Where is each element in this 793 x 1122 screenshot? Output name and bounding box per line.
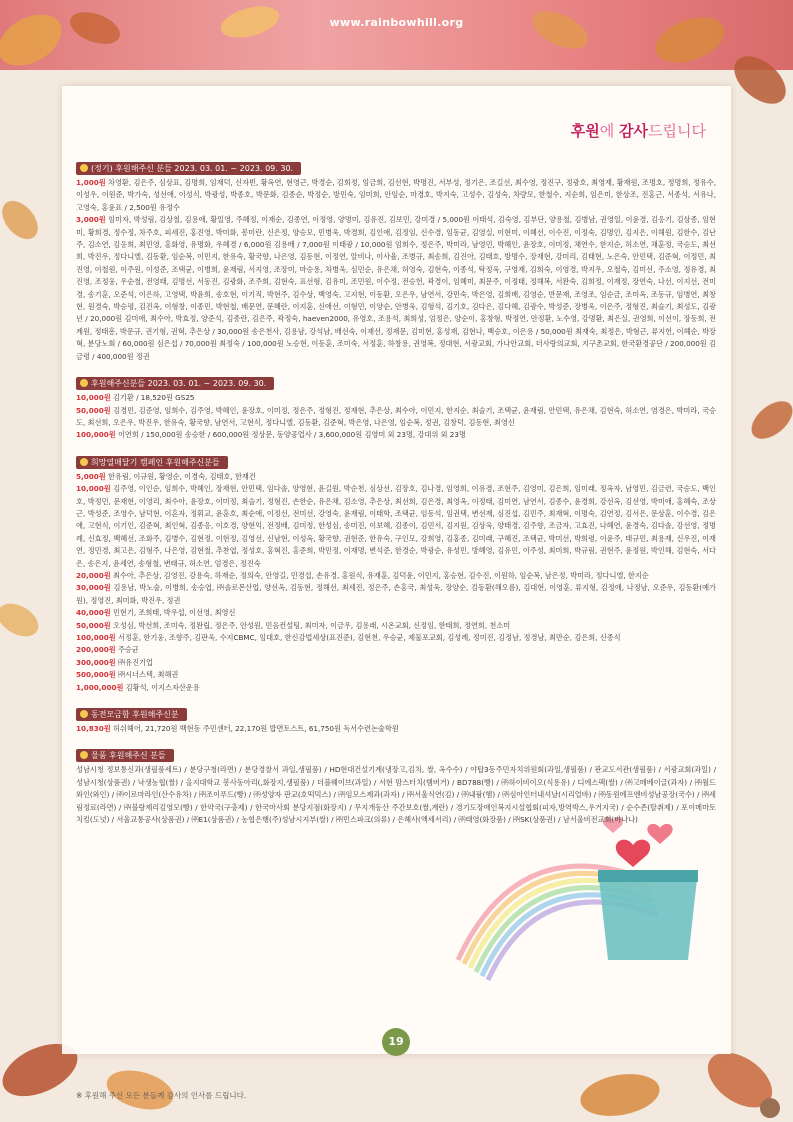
- section-goods-donors: [76, 743, 716, 826]
- donor-group: [76, 392, 716, 404]
- bullet-icon: [80, 751, 88, 759]
- donor-group: [76, 644, 716, 656]
- donor-group: [76, 657, 716, 669]
- donor-names: 김주영, 이인순, 임희수, 박혜인, 장재현, 안민택, 임다솔, 양영현, 윤길원, 박순천, 심상선, 김장호, 김나경, 임영희, 이유경, 조현주, 김영미, 김은희, 임미래, 정옥자, 남영민, 김금련, 국승도, 백인호, 박정민, 문재현, 이영리, 최수아, 윤장호, 이미정, 최슬기, 정형진, 손한순, 유은채, 김소영, 추은상, 최선희, 김은경, 최영옥, 이정태, 김미연, 남연서, 김종수, 윤경희, 강선옥, 김선영, 박미애, 홍혜숙, 조상근, 박성준, 조영수, 남덕현, 이혼자, 정휘교, 윤훈호, 최순애, 이정선, 전미선, 강영숙, 윤재림, 이태학, 조택균, 임동석, 임권택, 변선재, 심진섭, 김민주, 최재혁, 이명숙, 김연정, 김서은, 문상훈, 이수경, 김은애, 고현식, 이기인, 김준혁, 최인혁, 김종응, 이호경, 양현익, 전정배, 김미정, 한성심, 송미진, 이보혜, 김종이, 김민서, 김지원, 김상욱, 양태경, 김주향, 조금자, 고효진, 나혜연, 윤경숙, 김다솔, 강선영, 정명례, 신효정, 백혜선, 조화주, 김병수, 김현정, 이현정, 김영선, 신남현, 이성옥, 황국향, 권현준, 한유숙, 구인모, 강희영, 김홍종, 김미래, 구혜진, 조택균, 박미선, 박희령, 이윤주, 태규민, 최용재, 신우진, 이재연, 정민경, 최고은, 김형주, 나은영, 김현철, 추찬엽, 정성호, 홍혁진, 홍준희, 박민정, 이재명, 변석준, 한경순, 박광순, 유성민, 방혜영, 김유민, 이주성, 최미희, 박규림, 권현주, 윤정원, 박인해, 김현숙, 서다은, 송은지, 윤세연, 송형철, 변태규, 허소연, 엄경은, 정진숙: [76, 484, 716, 568]
- donor-list: [76, 156, 716, 834]
- donor-names: ㈜시너스텍, 최해권: [117, 670, 179, 680]
- amount: 100,000원: [76, 430, 116, 440]
- donor-names: 김기환 / 18,520원 GS25: [112, 393, 195, 403]
- amount: 1,000원: [76, 178, 106, 187]
- bullet-icon: [80, 458, 88, 466]
- section-title: [76, 377, 274, 390]
- donor-names: 서정훈, 한기웅, 조향주, 김판욱, 수지CBMC, 임대호, 한신감법세상(표진준), 김현천, 우승균, 제물포교회, 김성례, 정미진, 김정남, 정경남, 최만순, 김은희, 신종식: [117, 633, 621, 642]
- page-number: 19: [382, 1028, 410, 1056]
- amount: 50,000원: [76, 405, 111, 415]
- donor-names: 성남시청 정보통신과(생필품세트) / 분당구청(라면) / 분당경찰서 과일,생필품) / HD현대건설기계(냉장고,김치, 쌀, 옥수수) / 야탑3동주민자치위원회(과일,생필품) / 판교도서관(생필품) / 서광교회(과일) / 성남시청(상품권) / 낙생농협(쌀) / 을지대학교 봉사동아리(,화장지,생필품) / 더블웨이브(과일) / 서현 맘스터치(햄버거) / BD788(빵) / ㈜하이비이오(식용유) / 디에스팩(쌀) / ㈜고메베이글(과자) / ㈜월드와인(와인) / ㈜이로마라인(산수유차) / ㈜조이푸드(빵) / ㈜성양자 판교(호떡믹스) / ㈜임모스제과(과자) / ㈜서울식연(김) / ㈜내팜(햄) / ㈜심아인터내셔날(시리얼바) / ㈜동원에프앤비성남공장(국수) / ㈜세림정료(라면) / ㈜블랑제리김영모(빵) / 한약국(구충제) / 한국마사회 분당지점(화장지) / 무지개동산 주간보호(쌀,계란) / 경기도장애인복지시설협회(피자,방역박스,우거지국) / 순수존(탈취제) / 포이메마토치킹(도넛) / 서울교통공사(상품권) / ㈜E1(상품권) / 농협은행(주)성남시지부(쌀) / ㈜민스파크(의류) / 은혜사(액세서리) / ㈜태영(화장품) / ㈜SK(상품권) / 남서울비전교회(바나나): [76, 765, 716, 825]
- amount: 1,000,000원: [76, 682, 124, 692]
- amount: 50,000원: [76, 620, 111, 630]
- donor-names: 차영환, 김은주, 심상표, 김명희, 임재덕, 신자빈, 황옥연, 현영근, 박경순, 김희정, 임금희, 김선현, 박명진, 서부성, 정기은, 조길선, 최수영, 정진구, 정광호, 최영재, 황재원, 조명호, 정명희, 정유수, 이성우, 이원준, 박가숙, 성선애, 이성식, 박광성, 박종호, 박문화, 김종순, 박정순, 방민숙, 임미희, 안임순, 마경호, 박지숙, 고성수, 김성숙, 차량모, 한철수, 지순희, 임은미, 한상조, 진홍근, 서종석, 서유나, 고영숙, 홍윤표 / 2,500원 유정수: [76, 178, 716, 212]
- donor-names: 주승균: [117, 645, 139, 655]
- amount: 200,000원: [76, 645, 116, 655]
- donor-names: 임미자, 박성림, 김상철, 김용애, 황일영, 주혜정, 이재순, 김종연, 이정영, 양명미, 김유진, 김보민, 강미경 / 5,000원 이태석, 김숙영, 김부단, 양용철, 김병남, 권영일, 이윤경, 김응기, 김삼종, 임현미, 황희경, 정수정, 차주호, 피세진, 홍진영, 박미화, 봉미란, 신은정, 양승모, 민병욱, 박경희, 김인애, 김정임, 신수경, 임동균, 김영실, 이현미, 이혜선, 이수진, 이정숙, 김명인, 김지은, 이해원, 김한수, 김난주, 김소연, 김응희, 최민영, 홍화영, 유명화, 우혜경 / 6,000원 김용배 / 7,000원 이태광 / 10,000원 임희수, 정은주, 박미라, 남영민, 박혜인, 윤장호, 이미정, 채연수, 한지순, 허소연, 채훈정, 국승도, 최선희, 박진우, 정다니엘, 김동환, 임순복, 이민지, 한유숙, 황국향, 나은영, 김동현, 이정연, 알비나, 이사율, 조병규, 최송희, 김진아, 김태호, 방명수, 장재현, 강미리, 김태현, 노은숙, 안민택, 김준혁, 이정민, 최진영, 이철원, 이주원, 이성준, 조택균, 이병희, 윤재림, 서지영, 조장미, 마승용, 차병욱, 심민순, 유은채, 허영숙, 김현숙, 이종석, 탁정욱, 구영재, 김희숙, 이영경, 박지우, 오철숙, 김미선, 주소영, 정유경, 최진영, 조정웅, 우순철, 전영태, 김명선, 서동진, 김광화, 조주희, 김현숙, 표선형, 김유미, 조민원, 이수정, 전승헌, 곽경이, 임혜미, 최문주, 이정태, 정해복, 서완숙, 김희정, 이재정, 장연숙, 나선, 이지선, 전미경, 송기훈, 오준석, 이은하, 고영택, 박윤희, 송호현, 이기직, 박현주, 김수상, 백영숙, 고지현, 이동환, 오은우, 남연서, 강민숙, 박은영, 김희배, 김영순, 반문재, 조영조, 임순금, 조미옥, 조동규, 임병연, 최창현, 원경숙, 박승평, 김진옥, 이형창, 이종민, 박현철, 배문연, 문혜란, 이지훈, 신애선, 이형민, 이양순, 안병욱, 김형석, 김기호, 김다은, 김다혜, 김광수, 박성준, 장병욱, 이은주, 정형진, 최슬기, 최성도, 김광년 / 20,000원 김미애, 최수아, 박효정, 양준석, 김종란, 김은주, 곽정숙, haeven2000, 유영호, 조용석, 최희성, 엄정은, 양순이, 홍창형, 박정연, 안정환, 노수영, 강명환, 최은실, 권영희, 이선이, 장동희, 전계원, 정태흥, 박문규, 권기형, 권혁, 추은상 / 30,000원 송은천사, 김용남, 강석남, 배선숙, 이재선, 정재문, 김미현, 홍성재, 김현나, 백승호, 이은용 / 50,000원 최재숙, 최정은, 박형근, 류지헌, 이혜순, 박장혁, 분당노회 / 60,000원 심은섭 / 70,000원 최정숙 / 100,000원 노승현, 이동훈, 조미숙, 서정훈, 하창용, 권영복, 정대현, 서광교회, 가나안교회, 더사랑의교회, 지구촌교회, 한국환경공단 / 200,000원 김금령 / 400,000원 정권: [76, 215, 716, 361]
- donor-names: 김황석, 이지스자산운용: [125, 682, 200, 692]
- section-title-text: 희망열매달기 캠페인 후원해주신분들: [91, 457, 220, 467]
- bullet-icon: [80, 710, 88, 718]
- donor-group: [76, 723, 716, 735]
- section-title-text: 물품 후원해주신 분들: [91, 751, 166, 761]
- section-coin-box: [76, 702, 716, 735]
- section-title-text: 동전모금함 후원해주신분: [91, 710, 179, 720]
- amount: 3,000원: [76, 215, 106, 225]
- donor-names: 허쉬헤어, 21,720원 백현동 주민센터, 22,170원 밥면토스트, 61,750원 독서수련논술학원: [112, 724, 399, 734]
- donor-group: [76, 471, 716, 483]
- amount: 300,000원: [76, 657, 116, 667]
- section-donors: [76, 371, 716, 442]
- heading-part: 에: [599, 122, 620, 140]
- donor-group: [76, 214, 716, 363]
- amount: 40,000원: [76, 608, 111, 618]
- amount: 5,000원: [76, 471, 106, 481]
- section-title-text: (정기) 후원해주신 분들 2023. 03. 01. ~ 2023. 09. 30.: [91, 164, 294, 173]
- amount: 10,000원: [76, 393, 111, 403]
- site-url: www.rainbowhill.org: [329, 16, 464, 29]
- heading-part: 감사: [619, 122, 649, 140]
- footnote: ※ 후원해 주신 모든 분들께 감사의 인사를 드립니다.: [76, 1091, 247, 1100]
- amount: 10,830원: [76, 724, 111, 734]
- donor-group: [76, 570, 716, 582]
- donor-group: [76, 483, 716, 570]
- amount: 100,000원: [76, 633, 116, 642]
- donor-group: [76, 429, 716, 441]
- donor-group: [76, 764, 716, 826]
- amount: 30,000원: [76, 583, 111, 593]
- bullet-icon: [80, 164, 88, 172]
- donor-names: 김경민, 김준영, 임희수, 김주영, 박혜인, 윤장호, 이미정, 정은주, 정형진, 정재현, 추은상, 최수아, 이민지, 한지순, 최슬기, 조택균, 윤재림, 안민택, 유은채, 김현숙, 허소연, 염경은, 박미라, 국승도, 최선희, 오은우, 박진우, 한유숙, 황국향, 남연서, 고현식, 정다니엘, 김동환, 김준혁, 박은영, 나은영, 임순복, 정권, 김창덕, 김동현, 최영신: [76, 405, 716, 427]
- section-title: [76, 456, 228, 469]
- donor-group: [76, 669, 716, 681]
- donor-group: [76, 620, 716, 632]
- donor-group: [76, 607, 716, 619]
- donor-names: ㈜유진기업: [117, 657, 153, 667]
- section-title: [76, 708, 187, 721]
- donor-group: [76, 582, 716, 607]
- amount: 500,000원: [76, 670, 116, 680]
- donor-names: 이연희 / 150,000원 송승한 / 600,000원 정상문, 동양공업사 / 3,600,000원 김영미 외 23명, 강대위 외 23명: [117, 430, 466, 440]
- donor-names: 최수아, 추은상, 김영진, 강용숙, 하재순, 정의숙, 안영길, 민경섭, 손유경, 홍원식, 유재훈, 김덕윤, 이민지, 홍승현, 김수진, 이원하, 임순복, 남은정, 박미라, 정다니엘, 한지순: [112, 570, 649, 580]
- donor-names: 한유림, 이규원, 황영순, 이경숙, 김태호, 한재건: [107, 471, 256, 481]
- heading-part: 후원: [570, 122, 600, 140]
- section-title-text: 후원해주신분들 2023. 03. 01. ~ 2023. 09. 30.: [91, 379, 267, 389]
- section-title: [76, 749, 174, 762]
- section-regular-donors: [76, 156, 716, 363]
- donor-names: 민현기, 조희태, 박우섭, 이선영, 최영신: [112, 608, 236, 618]
- section-hope-campaign: [76, 450, 716, 694]
- page-heading: [76, 120, 706, 141]
- donor-names: 김용남, 박노술, 이병희, 송승엽, ㈜솔로몬산업, 양선옥, 김동현, 정해선, 최세진, 정은주, 손홍국, 최성욱, 장양순, 김동환(해오름), 김대현, 이영훈, 류지형, 김정애, 나정남, 오준우, 김동환(예가원), 정영진, 최미화, 박진우, 정권: [76, 583, 716, 605]
- donor-group: [76, 405, 716, 430]
- donor-group: [76, 632, 716, 644]
- section-title: [76, 162, 301, 175]
- heading-part: 드립니다: [648, 122, 706, 140]
- donor-group: [76, 177, 716, 214]
- amount: 10,000원: [76, 484, 111, 494]
- amount: 20,000원: [76, 570, 111, 580]
- bullet-icon: [80, 379, 88, 387]
- donor-names: 오성심, 박선희, 조미숙, 정완립, 정은주, 안성원, 민음컨설팅, 최미자, 이금우, 김용래, 시온교회, 신정임, 한태희, 정연희, 천소미: [112, 620, 511, 630]
- donor-group: [76, 682, 716, 694]
